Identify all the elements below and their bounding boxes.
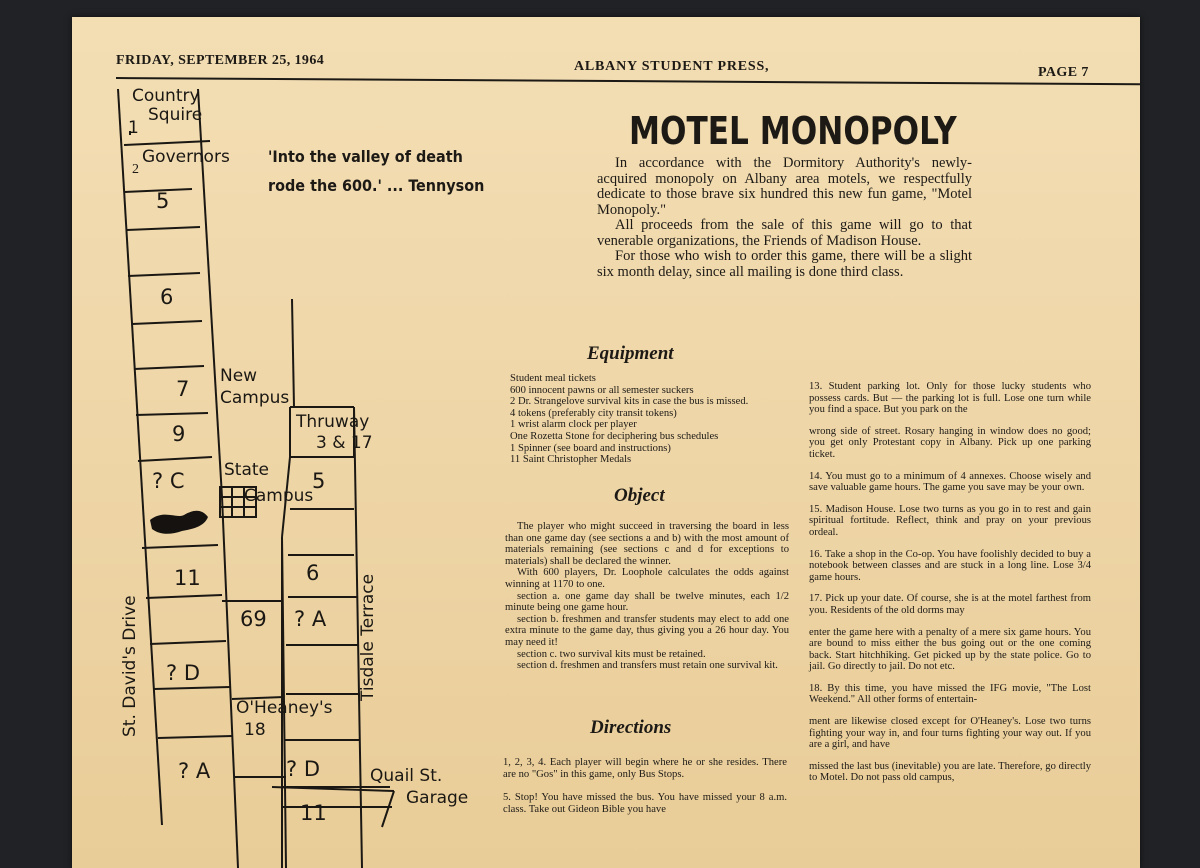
newspaper-page <box>72 17 1140 868</box>
board-label-quail-garage: Quail St. Garage <box>370 766 469 808</box>
masthead-paper-name: ALBANY STUDENT PRESS, <box>574 59 770 74</box>
equipment-list: Student meal tickets 600 innocent pawns or all semester suckers 2 Dr. Strangelove survival kits in case the bus is missed. 4 tokens (preferably city transit tokens) 1 wrist alarm clock per player One Rozetta Stone for deciphering bus schedules 1 Spinner (see board and instructions) 11 Saint Christopher Medals <box>510 373 749 466</box>
space-7: 7 <box>176 377 190 401</box>
masthead-page-number: PAGE 7 <box>1038 65 1089 80</box>
space-11-right: 11 <box>300 801 327 825</box>
street-label-st-davids-drive: St. David's Drive <box>120 595 140 737</box>
board-number-1: 1 <box>128 118 139 138</box>
board-label-country-squire: Country Squire <box>132 86 203 125</box>
space-chance-c: ? C <box>152 469 185 493</box>
bus-sketch <box>150 511 208 534</box>
article-title: MOTEL MONOPOLY <box>629 109 957 153</box>
space-chance-d-right: ? D <box>286 757 320 781</box>
board-label-thruway: Thruway 3 & 17 <box>296 412 373 453</box>
board-label-oheaneys: O'Heaney's 18 <box>236 698 333 740</box>
space-69: 69 <box>240 607 267 631</box>
space-chance-a-right: ? A <box>294 607 327 631</box>
board-label-new-campus: New Campus <box>220 366 290 408</box>
article-intro: In accordance with the Dormitory Authority's newly-acquired monopoly on Albany area motels, we respectfully dedicate to those brave six hundred this new fun game, "Motel Monopoly." All proceeds from the sale of this game will go to that venerable organizations, the Friends of Madison House. For those who wish to order this game, there will be a slight six month delay, since all mailing is done third class. <box>597 155 972 280</box>
space-chance-d: ? D <box>166 661 200 685</box>
object-text: The player who might succeed in traversing the board in less than one game day (see sections a and b) with the most amount of materials remaining (see sections c and d for exceptions to materials) shall be declared the winner. With 600 players, Dr. Loophole calculates the odds against winning at 1170 to one. section a. one game day shall be twelve minutes, each 1/2 minute being one game hour. section b. freshmen and transfer students may elect to add one extra minute to the game day, thus giving you a 26 hour day. You may need it! section c. two survival kits must be retained. section d. freshmen and transfers must retain one survival kit. <box>505 521 789 672</box>
space-5-right: 5 <box>312 469 326 493</box>
directions-heading: Directions <box>590 717 672 738</box>
board-label-state-campus: State Campus <box>224 460 314 506</box>
directions-text: 1, 2, 3, 4. Each player will begin where he or she resides. There are no "Gos" in this game, only Bus Stops. 5. Stop! You have missed the bus. You have missed your 8 a.m. class. Take out Gideon Bible you have <box>503 757 787 815</box>
street-label-tisdale-terrace: Tisdale Terrace <box>358 573 378 701</box>
space-9: 9 <box>172 422 186 446</box>
space-5: 5 <box>156 189 170 213</box>
masthead-date: FRIDAY, SEPTEMBER 25, 1964 <box>116 53 325 68</box>
space-6: 6 <box>160 285 174 309</box>
directions-right-column: 13. Student parking lot. Only for those lucky students who possess cards. But — the parking lot is full. Lose one turn while you find a space. But you park on the wrong side of street. Rosary hanging in window does no good; you get only Protestant copy in Albany. Pick up one parking ticket. 14. You must go to a minimum of 4 annexes. Choose wisely and save valuable game hours. The game you save may be your own. 15. Madison House. Lose two turns as you go in to rest and gain spiritual fortitude. Reflect, think and pray on your previous ordeal. 16. Take a shop in the Co-op. You have foolishly decided to buy a notebook between classes and are stuck in a long line. Lose 3/4 game hours. 17. Pick up your date. Of course, she is at the motel farthest from you. Residents of the old dorms may enter the game here with a penalty of a mere six game hours. You are bound to miss either the bus going out or the one coming back. Start hitchhiking. Get picked up by the state police. Go to jail. Go directly to jail. Do not etc. 18. By this time, you have missed the IFG movie, "The Lost Weekend." All other forms of entertain- ment are likewise closed except for O'Heaney's. Lose two turns fighting your way in, and four turns fighting your way out. If you are a girl, and have missed the last bus (inevitable) you are late. Therefore, go directly to Motel. Do not pass old campus, <box>809 381 1091 784</box>
object-heading: Object <box>614 485 665 506</box>
space-11: 11 <box>174 566 201 590</box>
board-label-governors: Governors <box>142 147 230 167</box>
space-6-right: 6 <box>306 561 320 585</box>
tennyson-quote: 'Into the valley of death rode the 600.' ... Tennyson <box>268 147 485 195</box>
board-number-2: 2 <box>132 162 139 177</box>
space-chance-a-left: ? A <box>178 759 211 783</box>
equipment-heading: Equipment <box>587 343 674 364</box>
